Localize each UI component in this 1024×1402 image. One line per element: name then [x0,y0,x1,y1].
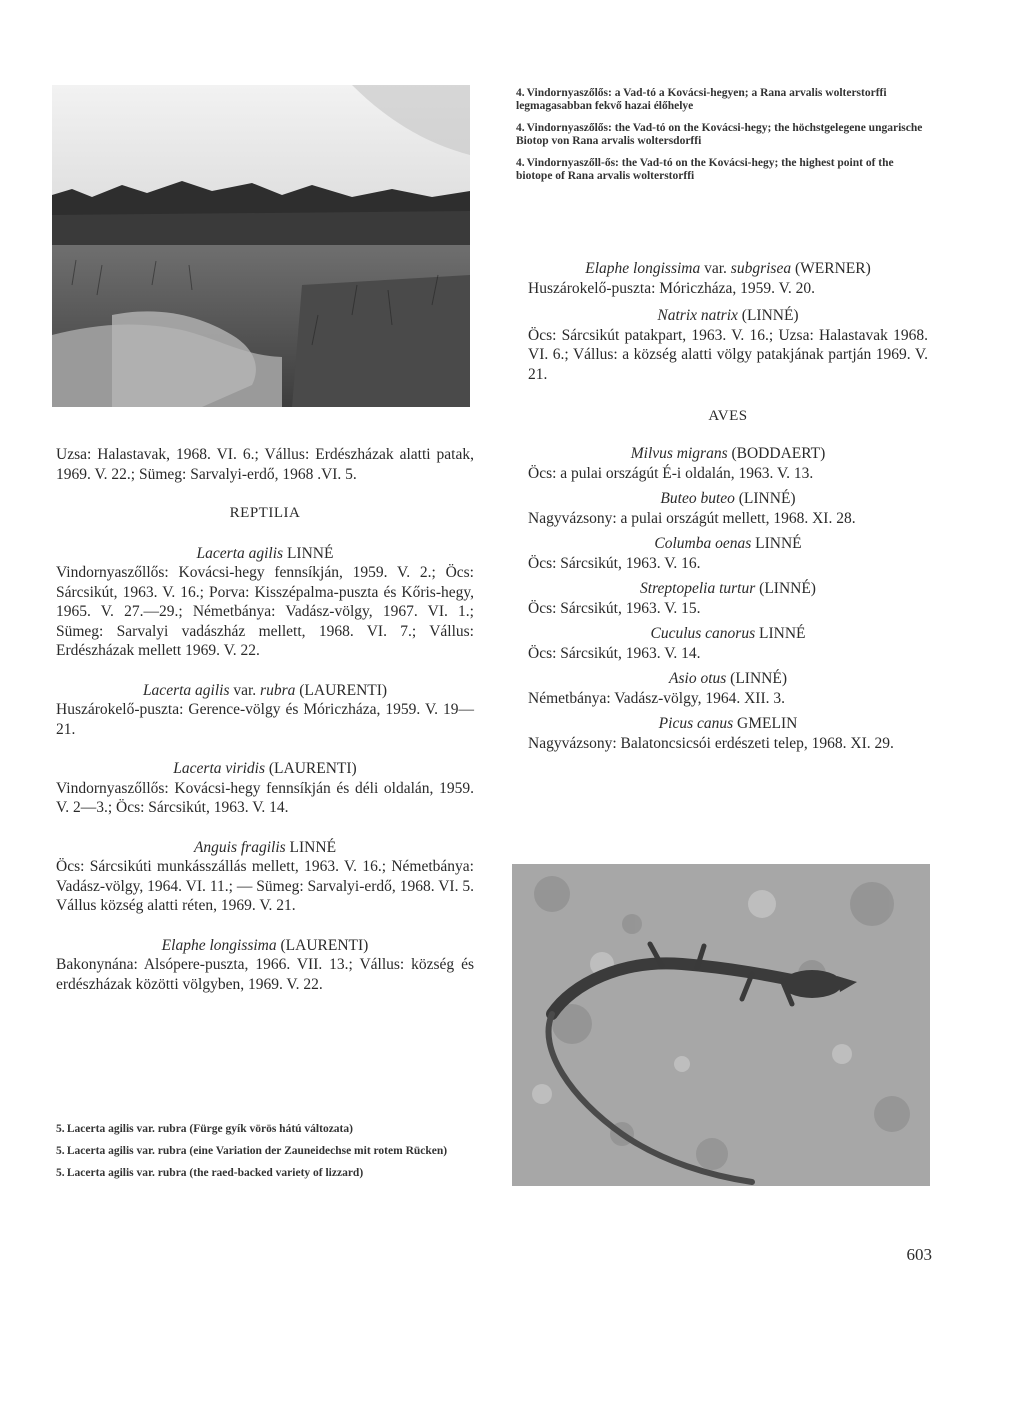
species-locality: Huszárokelő-puszta: Móriczháza, 1959. V. 20. [528,279,815,297]
photo-4-captions [516,87,928,183]
caption-en: 4. Vindornyaszőll-ős: the Vad-tó on the Kovácsi-hegy; the highest point of the biotope of Rana arvalis wolterstorffi [516,157,894,182]
species-name: Anguis fragilis LINNÉ [193,838,337,856]
species-name: Lacerta viridis (LAURENTI) [173,760,357,777]
species-entry [56,681,474,740]
species-name: Milvus migrans (BODDAERT) [630,445,826,462]
species-entry [528,259,928,298]
species-name: Asio otus (LINNÉ) [669,670,787,687]
photo-5-captions [56,1123,476,1180]
species-entry [528,669,928,708]
species-locality: Bakonynána: Alsópere-puszta, 1966. VII. 13.; Vállus: község és erdészházak közötti völgyben, 1969. V. 22. [56,956,474,993]
species-entry [528,579,928,618]
species-locality: Nagyvázsony: Balatoncsicsói erdészeti telep, 1968. XI. 29. [528,734,894,752]
species-name: Natrix natrix (LINNÉ) [657,307,799,324]
caption-hu: 4. Vindornyaszőlős: a Vad-tó a Kovácsi-hegyen; a Rana arvalis wolterstorffi legmagasabban fekvő hazai élőhelye [516,87,887,112]
species-name: Lacerta agilis LINNÉ [196,544,334,562]
intro-localities: Uzsa: Halastavak, 1968. VI. 6.; Vállus: Erdészházak alatti patak, 1969. V. 22.; Sümeg: Sarvalyi-erdő, 1968 .VI. 5. [56,446,474,483]
section-heading-reptilia: REPTILIA [229,505,301,521]
right-column-birds [528,444,928,753]
caption-de: 4. Vindornyaszőlős: the Vad-tó on the Kovácsi-hegy; the höchstgelegene ungarische Biotop von Rana arvalis woltersdorffi [516,122,923,147]
species-locality: Németbánya: Vadász-völgy, 1964. XII. 3. [528,689,785,707]
species-entry [528,489,928,528]
species-entry [528,714,928,753]
caption-de: 5. Lacerta agilis var. rubra (eine Variation der Zauneidechse mit rotem Rücken) [56,1145,448,1157]
species-entry [56,759,474,818]
species-locality: Öcs: Sárcsikúti munkásszállás mellett, 1963. V. 16.; Németbánya: Vadász-völgy, 1964. VI. 11.; — Sümeg: Sarvalyi-erdő, 1968. VI. 5. Vállus község alatti réten, 1969. V. 21. [56,858,474,914]
lizard-photo-illustration [512,864,930,1186]
species-locality: Nagyvázsony: a pulai országút mellett, 1968. XI. 28. [528,509,856,527]
species-locality: Öcs: Sárcsikút, 1963. V. 14. [528,644,701,662]
species-name: Lacerta agilis var. rubra (LAURENTI) [142,681,388,699]
species-name: Buteo buteo (LINNÉ) [660,490,796,507]
species-name: Elaphe longissima (LAURENTI) [161,936,369,954]
species-locality: Öcs: a pulai országút É-i oldalán, 1963. V. 13. [528,464,814,482]
right-column-reptiles [528,259,928,384]
species-entry [56,544,474,661]
species-locality: Öcs: Sárcsikút, 1963. V. 16. [528,554,701,572]
caption-hu: 5. Lacerta agilis var. rubra (Fürge gyík vörös hátú változata) [56,1123,353,1135]
species-locality: Öcs: Sárcsikút, 1963. V. 15. [528,599,701,617]
species-entry [528,624,928,663]
species-name: Picus canus GMELIN [658,715,798,732]
species-name: Cuculus canorus LINNÉ [650,625,806,642]
caption-en: 5. Lacerta agilis var. rubra (the raed-backed variety of lizzard) [56,1167,364,1179]
species-entry [56,838,474,916]
page-number: 603 [906,1245,932,1264]
species-locality: Vindornyaszőllős: Kovácsi-hegy fennsíkján és déli oldalán, 1959. V. 2—3.; Öcs: Sárcsikút, 1963. V. 14. [56,779,474,816]
species-locality: Vindornyaszőllős: Kovácsi-hegy fennsíkján, 1959. V. 2.; Öcs: Sárcsikút, 1963. V. 16.; Porva: Kisszépalma-puszta és Kőris-hegy, 1965. V. 27.—29.; Németbánya: Vadász-völgy, 1967. VI. 1.; Sümeg: Sarvalyi vadászház mellett, 1968. VI. 7.; Vállus: Erdészházak mellett 1969. V. 22. [56,564,474,659]
species-name: Columba oenas LINNÉ [654,535,802,552]
section-heading-aves: AVES [708,408,748,424]
species-entry [528,444,928,483]
photo-marsh-landscape [52,85,470,407]
species-entry [56,936,474,995]
species-locality: Huszárokelő-puszta: Gerence-völgy és Móriczháza, 1959. V. 19—21. [56,701,474,738]
species-name: Elaphe longissima var. subgrisea (WERNER) [585,260,871,277]
marsh-photo-illustration [52,85,470,407]
species-locality: Öcs: Sárcsikút patakpart, 1963. V. 16.; Uzsa: Halastavak 1968. VI. 6.; Vállus: a község alatti völgy patakjának partján 1969. V. 21. [528,326,928,383]
left-column [56,445,474,994]
species-entry [528,534,928,573]
species-entry [528,306,928,384]
photo-lizard [512,864,930,1186]
species-name: Streptopelia turtur (LINNÉ) [640,580,816,597]
